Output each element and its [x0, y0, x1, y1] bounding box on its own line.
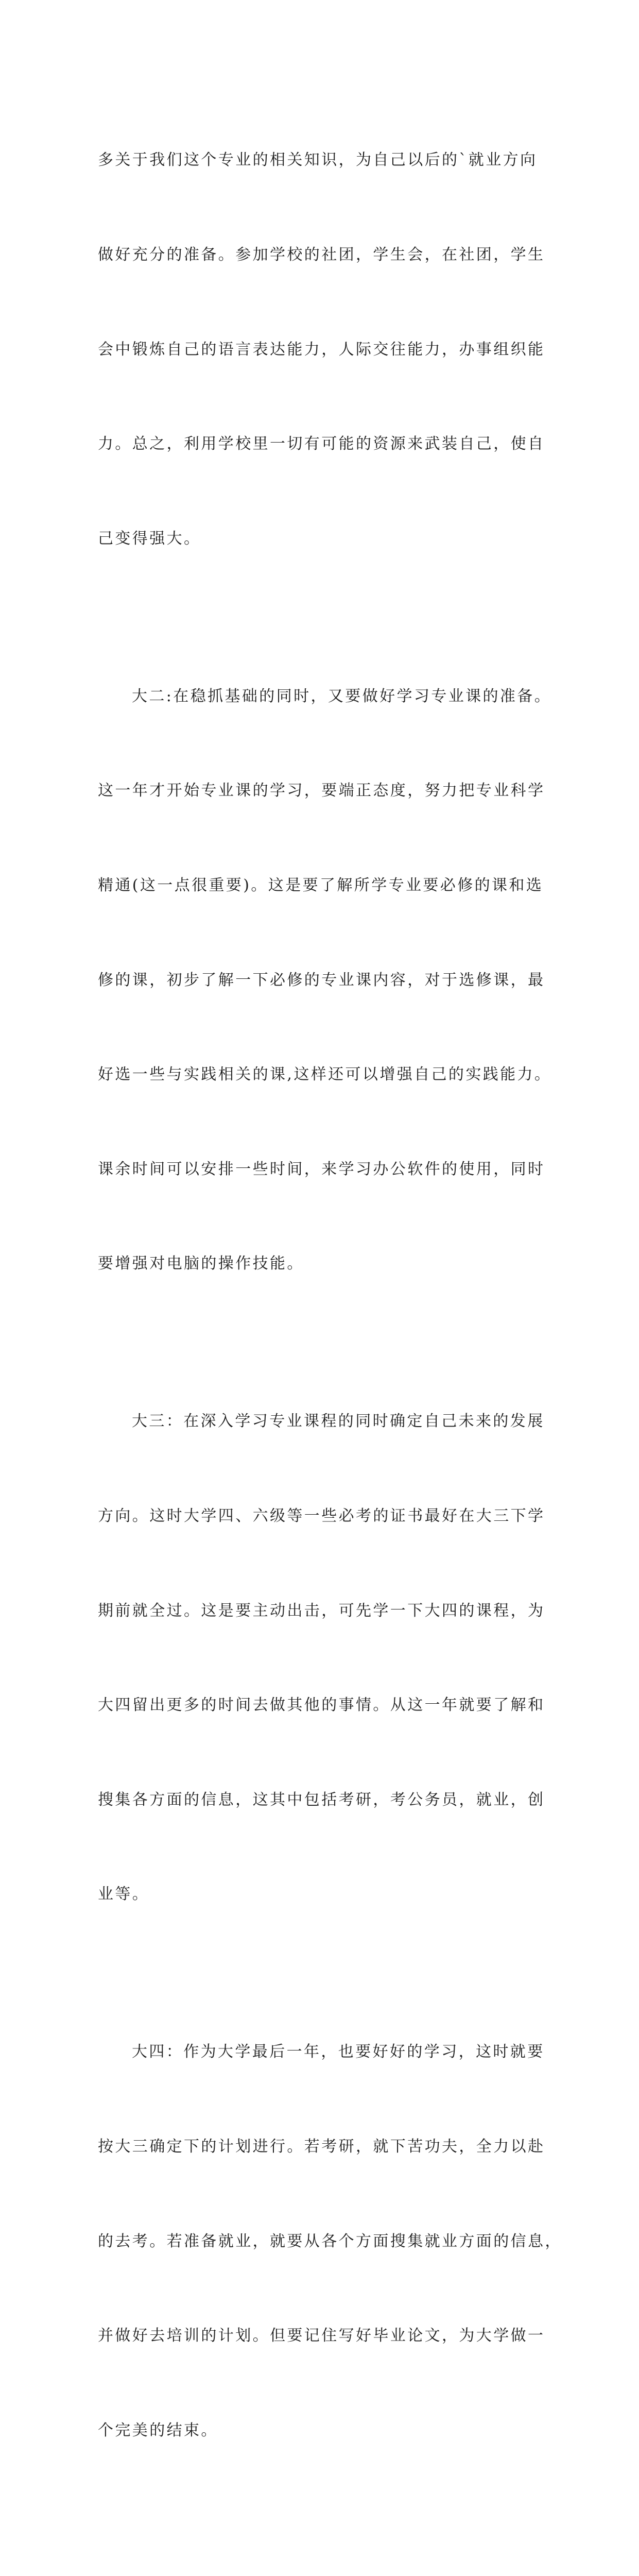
text-line: 大四留出更多的时间去做其他的事情。从这一年就要了解和 — [98, 1696, 545, 1715]
paragraph-year-four — [98, 1973, 562, 2509]
text-line: 修的课，初步了解一下必修的专业课内容，对于选修课，最 — [98, 971, 545, 989]
text-line: 课余时间可以安排一些时间，来学习办公软件的使用，同时 — [98, 1160, 545, 1178]
text-line: 大二:在稳抓基础的同时，又要做好学习专业课的准备。 — [132, 687, 552, 705]
text-line: 精通(这一点很重要)。这是要了解所学专业要必修的课和选 — [98, 876, 544, 894]
text-line: 己变得强大。 — [98, 529, 201, 548]
text-line: 这一年才开始专业课的学习，要端正态度，努力把专业科学 — [98, 782, 545, 800]
text-line: 搜集各方面的信息，这其中包括考研，考公务员，就业，创 — [98, 1790, 545, 1809]
text-line: 好选一些与实践相关的课,这样还可以增强自己的实践能力。 — [98, 1065, 552, 1084]
text-line: 方向。这时大学四、六级等一些必考的证书最好在大三下学 — [98, 1506, 545, 1525]
paragraph-year-three — [98, 1343, 544, 1973]
text-line: 大三：在深入学习专业课程的同时确定自己未来的发展 — [132, 1412, 545, 1431]
text-line: 做好充分的准备。参加学校的社团，学生会，在社团，学生 — [98, 246, 545, 264]
paragraph-year-two — [98, 617, 552, 1343]
text-line: 个完美的结束。 — [98, 2421, 218, 2439]
text-line: 的去考。若准备就业，就要从各个方面搜集就业方面的信息， — [98, 2232, 562, 2250]
text-line: 并做好去培训的计划。但要记住写好毕业论文，为大学做一 — [98, 2327, 545, 2345]
paragraph-intro-continuation — [98, 81, 544, 617]
text-line: 要增强对电脑的操作技能。 — [98, 1255, 304, 1273]
text-line — [98, 2572, 544, 2576]
document-body — [98, 81, 562, 2576]
text-line: 期前就全过。这是要主动出击，可先学一下大四的课程，为 — [98, 1601, 545, 1620]
text-line: 会中锻炼自己的语言表达能力，人际交往能力，办事组织能 — [98, 340, 545, 359]
text-line: 多关于我们这个专业的相关知识，为自己以后的`就业方向 — [98, 151, 538, 170]
text-line: 业等。 — [98, 1885, 150, 1904]
text-line: 按大三确定下的计划进行。若考研，就下苦功夫，全力以赴 — [98, 2137, 545, 2156]
text-line: 力。总之，利用学校里一切有可能的资源来武装自己，使自 — [98, 435, 545, 453]
paragraph-question — [98, 2509, 544, 2576]
text-line: 大四：作为大学最后一年，也要好好的学习，这时就要 — [132, 2043, 545, 2061]
